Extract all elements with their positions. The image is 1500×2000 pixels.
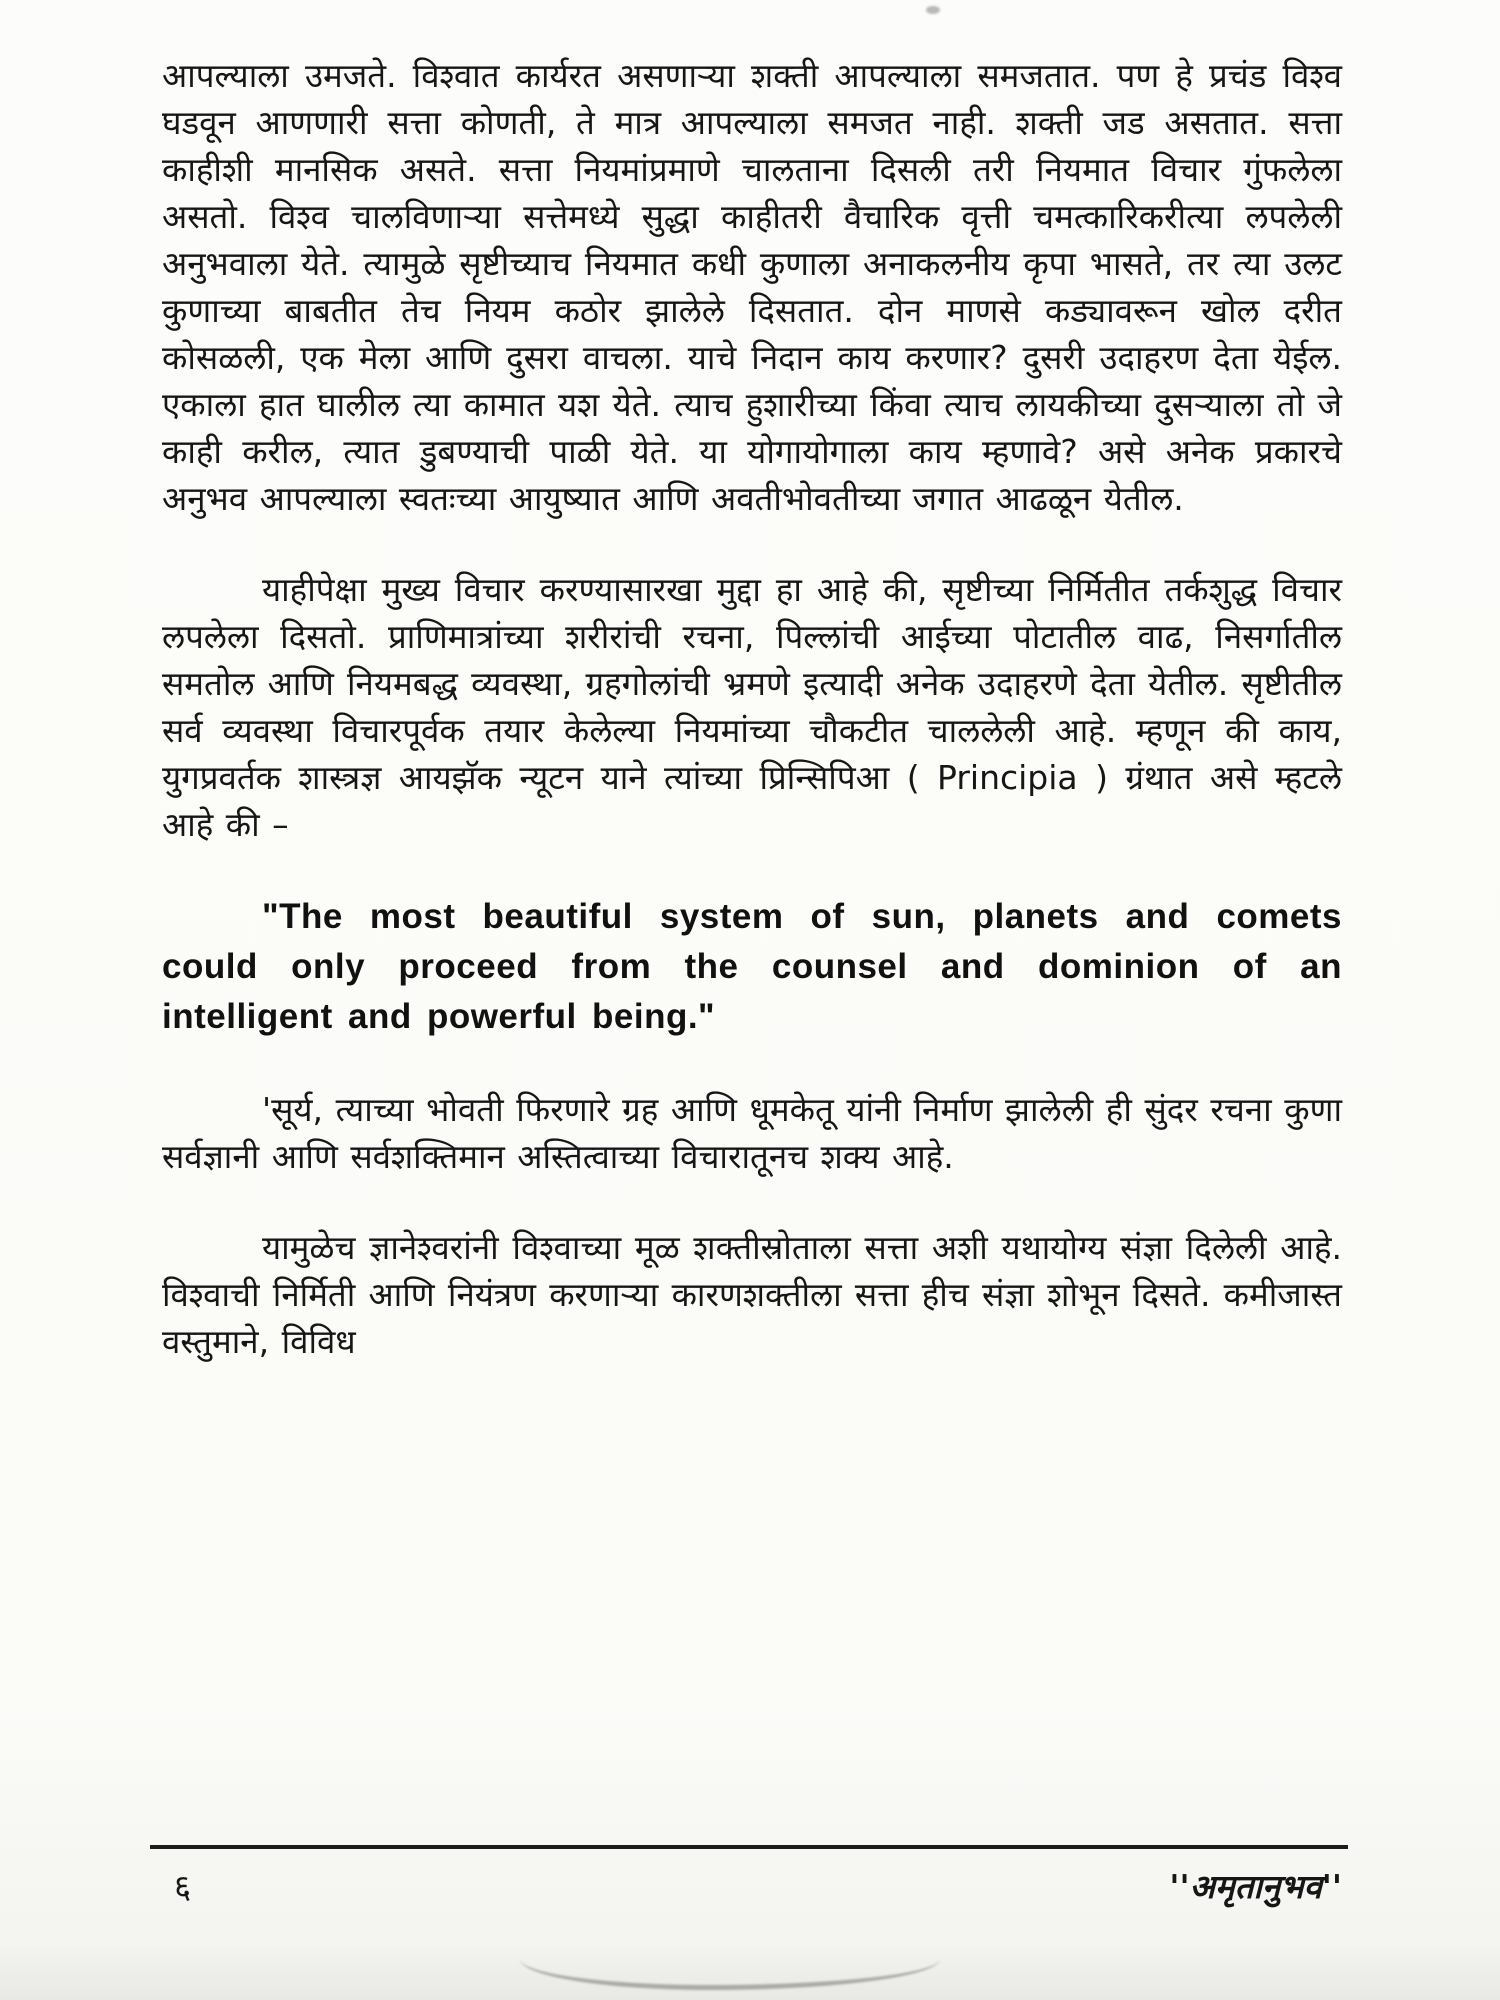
body-paragraph-1: आपल्याला उमजते. विश्वात कार्यरत असणाऱ्या शक्ती आपल्याला समजतात. पण हे प्रचंड विश्व घडवून आणणारी सत्ता कोणती, ते मात्र आपल्याला समजत नाही. शक्ती जड असतात. सत्ता काहीशी मानसिक असते. सत्ता नियमांप्रमाणे चालताना दिसली तरी नियमात विचार गुंफलेला असतो. विश्व चालविणाऱ्या सत्तेमध्ये सुद्धा काहीतरी वैचारिक वृत्ती चमत्कारिकरीत्या लपलेली अनुभवाला येते. त्यामुळे सृष्टीच्याच नियमात कधी कुणाला अनाकलनीय कृपा भासते, तर त्या उलट कुणाच्या बाबतीत तेच नियम कठोर झालेले दिसतात. दोन माणसे कड्यावरून खोल दरीत कोसळली, एक मेला आणि दुसरा वाचला. याचे निदान काय करणार? दुसरी उदाहरण देता येईल. एकाला हात घालील त्या कामात यश येते. त्याच हुशारीच्या किंवा त्याच लायकीच्या दुसऱ्याला तो जे काही करील, त्यात डुबण्याची पाळी येते. या योगायोगाला काय म्हणावे? असे अनेक प्रकारचे अनुभव आपल्याला स्वतःच्या आयुष्यात आणि अवतीभोवतीच्या जगात आढळून येतील. [162, 56, 1342, 518]
english-quote-paragraph: "The most beautiful system of sun, planets and comets could only proceed from the counsel and dominion of an intelligent and powerful being." [162, 897, 1342, 1036]
scan-artifact-top [926, 6, 940, 14]
footer-row [150, 1863, 1348, 1908]
book-title: ''अमृतानुभव'' [1169, 1867, 1342, 1906]
page-footer [150, 1845, 1348, 1908]
page-content [162, 52, 1342, 1365]
body-paragraph-2: याहीपेक्षा मुख्य विचार करण्यासारखा मुद्दा हा आहे की, सृष्टीच्या निर्मितीत तर्कशुद्ध विचार लपलेला दिसतो. प्राणिमात्रांच्या शरीरांची रचना, पिल्लांची आईच्या पोटातील वाढ, निसर्गातील समतोल आणि नियमबद्ध व्यवस्था, ग्रहगोलांची भ्रमणे इत्यादी अनेक उदाहरणे देता येतील. सृष्टीतील सर्व व्यवस्था विचारपूर्वक तयार केलेल्या नियमांच्या चौकटीत चाललेली आहे. म्हणून की काय, युगप्रवर्तक शास्त्रज्ञ आयझॅक न्यूटन याने त्यांच्या प्रिन्सिपिआ ( Principia ) ग्रंथात असे म्हटले आहे की – [162, 570, 1342, 844]
footer-divider [150, 1845, 1348, 1849]
page-number: ६ [174, 1867, 192, 1906]
scan-artifact-bottom [520, 1959, 940, 1990]
body-paragraph-4: यामुळेच ज्ञानेश्वरांनी विश्वाच्या मूळ शक्तीस्रोताला सत्ता अशी यथायोग्य संज्ञा दिलेली आहे. विश्वाची निर्मिती आणि नियंत्रण करणाऱ्या कारणशक्तीला सत्ता हीच संज्ञा शोभून दिसते. कमीजास्त वस्तुमाने, विविध [162, 1228, 1342, 1361]
body-paragraph-3-translation: 'सूर्य, त्याच्या भोवती फिरणारे ग्रह आणि धूमकेतू यांनी निर्माण झालेली ही सुंदर रचना कुणा सर्वज्ञानी आणि सर्वशक्तिमान अस्तित्वाच्या विचारातूनच शक्य आहे. [162, 1090, 1342, 1176]
